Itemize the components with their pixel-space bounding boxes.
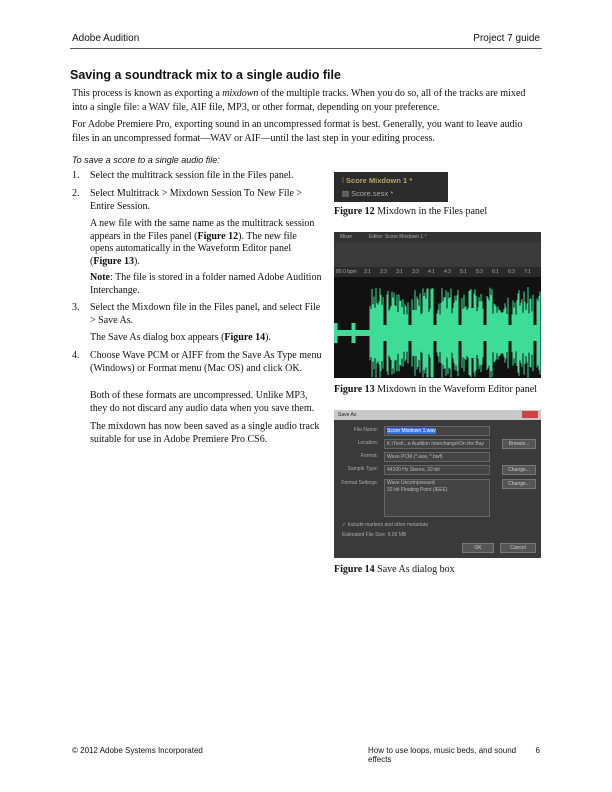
- header-rule: [70, 48, 542, 49]
- close-icon: [522, 411, 538, 418]
- ruler-label: 80.0 bpm: [336, 269, 357, 275]
- term: mixdown: [222, 88, 259, 99]
- step-text: Select Multitrack > Mixdown Session To New File > Entire Session.: [90, 188, 303, 212]
- file-item: ▤ Score.sesx *: [342, 189, 394, 198]
- file-name-field: Score Mixdown 1.wav: [384, 426, 490, 436]
- ruler-label: 3:3: [412, 269, 419, 275]
- ruler-label: 5:1: [460, 269, 467, 275]
- format-select: Wave PCM (*.wav, *.bwf): [384, 452, 490, 462]
- figure-12-image: [334, 172, 448, 202]
- cancel-button: Cancel: [500, 543, 536, 553]
- footer-page-number: 6: [535, 746, 540, 755]
- ruler-label: 3:1: [396, 269, 403, 275]
- footer-copyright: © 2012 Adobe Systems Incorporated: [72, 746, 203, 755]
- file-item: ⫶ Score Mixdown 1 *: [342, 176, 413, 185]
- step-3-detail: The Save As dialog box appears (Figure 14).: [90, 332, 271, 343]
- header-right: Project 7 guide: [473, 33, 540, 44]
- change-button: Change...: [502, 465, 536, 475]
- ruler-label: 4:3: [444, 269, 451, 275]
- premiere-paragraph: For Adobe Premiere Pro, exporting sound in an uncompressed format is best. Generally, you want to leave audio files in an uncompressed format—WAV or AIF—until the last step in your editing process.: [72, 119, 523, 144]
- text: of the multiple tracks. When you do so, all of the tracks are mixed into a single file: a WAV file, AIF file, MP3, or other format, depending on your preference.: [72, 88, 526, 113]
- figure-14-image: Save As File Name: Score Mixdown 1.wav Location: K:\Test\...e Audition Interchange\On the Bay Browse... Format: Wave PCM (*.wav, *.bwf) Sample Type: 44100 Hz Stereo, 32-bit Change... Format Settings: Wave Uncompressed 32-bit Floating Point (IEEE) Change... ✓ Include markers and other metadata Estimated File Size: 9.09 MB OK Cancel: [334, 410, 541, 558]
- waveform: [334, 278, 541, 378]
- figure-14-caption: Figure 14 Save As dialog box: [334, 564, 455, 575]
- note: Note: The file is stored in a folder named Adobe Audition Interchange.: [90, 272, 322, 296]
- footer-doc-title: How to use loops, music beds, and sound effects: [368, 746, 517, 764]
- ruler-label: 7:1: [524, 269, 531, 275]
- ruler-label: 6:1: [492, 269, 499, 275]
- change-button: Change...: [502, 479, 536, 489]
- ruler-label: 6:3: [508, 269, 515, 275]
- waveform-path: [334, 287, 540, 378]
- step-text: Select the multitrack session file in the Files panel.: [90, 170, 294, 181]
- ruler-label: 5:3: [476, 269, 483, 275]
- settings-field: Wave Uncompressed 32-bit Floating Point (IEEE): [384, 479, 490, 517]
- text: This process is known as exporting a: [72, 88, 223, 99]
- step-4-detail: Both of these formats are uncompressed. Unlike MP3, they do not discard any audio data when you save them.: [90, 390, 315, 414]
- ruler-label: 4:1: [428, 269, 435, 275]
- header-left: Adobe Audition: [72, 33, 140, 44]
- browse-button: Browse...: [502, 439, 536, 449]
- estimate: Estimated File Size: 9.09 MB: [342, 532, 407, 538]
- ok-button: OK: [462, 543, 494, 553]
- tab: Mixer: [340, 234, 353, 240]
- figure-13-image: [334, 232, 541, 378]
- tab: Editor: Score Mixdown 1 *: [369, 234, 427, 240]
- ruler-label: 2:3: [380, 269, 387, 275]
- procedure-lead: To save a score to a single audio file:: [72, 155, 220, 165]
- include-checkbox: ✓ Include markers and other metadata: [342, 522, 428, 528]
- figure-13-caption: Figure 13 Mixdown in the Waveform Editor panel: [334, 384, 537, 395]
- step-4-result: The mixdown has now been saved as a single audio track suitable for use in Adobe Premiere Pro CS6.: [90, 421, 320, 445]
- figure-12-caption: Figure 12 Mixdown in the Files panel: [334, 206, 488, 217]
- step-2-detail: A new file with the same name as the multitrack session appears in the Files panel (Figure 12). The new file opens automatically in the Waveform Editor panel (Figure 13).: [90, 218, 315, 267]
- section-title: Saving a soundtrack mix to a single audio file: [70, 68, 341, 82]
- location-field: K:\Test\...e Audition Interchange\On the Bay: [384, 439, 490, 449]
- sample-field: 44100 Hz Stereo, 32-bit: [384, 465, 490, 475]
- page: Adobe Audition Project 7 guide Saving a soundtrack mix to a single audio file This process is known as exporting a mixdown of the multiple tracks. When you do so, all of the tracks are mixed into a single file: a WAV file, AIF file, MP3, or other format, depending on your preference. For Adobe Premiere Pro, exporting sound in an uncompressed format is best. Generally, you want to leave audio files in an uncompressed format—WAV or AIF—until the last step in your editing process. To save a score to a single audio file: 1. Select the multitrack session file in the Files panel. 2. Select Multitrack > Mixdown Session To New File > Entire Session. A new file with the same name as the multitrack session appears in the Files panel (Figure 12). The new file opens automatically in the Waveform Editor panel (Figure 13). Note: The file is stored in a folder named Adobe Audition Interchange. 3. Select the Mixdown file in the Files panel, and select File > Save As. The Save As dialog box appears (Figure 14). 4. Choose Wave PCM or AIFF from the Save As Type menu (Windows) or Format menu (Mac OS) and click OK. Both of these formats are uncompressed. Unlike MP3, they do not discard any audio data when you save them. The mixdown has now been saved as a single audio track suitable for use in Adobe Premiere Pro CS6. ⫶ Score Mixdown 1 * ▤ Score.sesx * Figure 12 Mixdown in the Files panel Mixer Editor: Score Mixdown 1 * 80.0 bpm 2:1 2:3 3:1 3:3 4:1 4:3 5:1 5:3 6:1 6:3 7:1 Figure 13 Mixdown in the Waveform Editor panel Save As File Name: Score Mixdown 1.wav Location: K:\Test\...e Audition Interchange\On the Bay Browse... Format: Wave PCM (*.wav, *.bwf) Sample Type: 44100 Hz Stereo, 32-bit Change... Format Settings: Wave Uncompressed 32-bit Floating Point (IEEE) Change... ✓ Include markers and other metadata Estimated File Size: 9.09 MB OK Cancel Figure 14 Save As dialog box © 2012 Adobe Systems Incorporated How to use loops, music beds, and sound effects 6: [0, 0, 612, 792]
- dialog-title: Save As: [338, 412, 357, 418]
- intro-paragraph: [72, 87, 542, 114]
- step-num: 2.: [72, 188, 80, 199]
- step-num: 1.: [72, 170, 80, 181]
- ruler-label: 2:1: [364, 269, 371, 275]
